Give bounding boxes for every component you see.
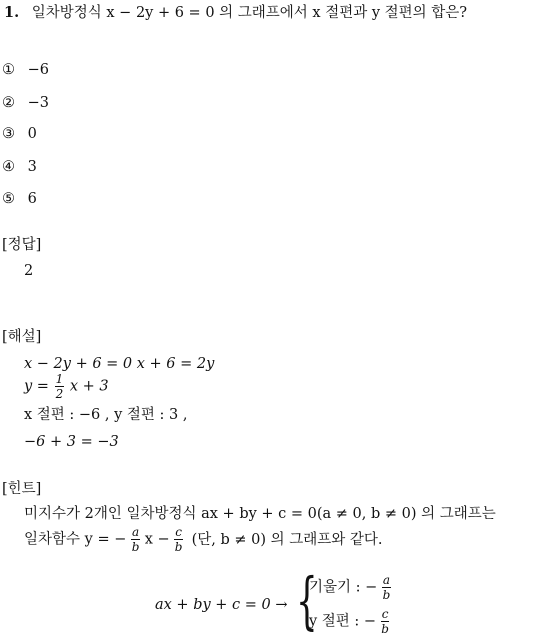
fraction-one-half [55, 373, 65, 400]
fraction-numerator: 1 [55, 372, 64, 386]
choice-5[interactable] [2, 192, 37, 207]
formula-lhs: ax + by + c = 0 → [155, 597, 288, 613]
hint-line-2-mid: x − [144, 531, 170, 548]
explanation-line-4: −6 + 3 = −3 [24, 434, 119, 450]
choice-1[interactable] [2, 63, 49, 78]
answer-label: [정답] [2, 237, 42, 253]
choice-mark: ③ [2, 126, 15, 142]
explanation-line-1: x − 2y + 6 = 0 x + 6 = 2y [24, 356, 215, 372]
choice-mark: ⑤ [2, 191, 15, 207]
hint-label: [힌트] [2, 481, 42, 497]
question-number: 1. [4, 4, 20, 21]
y-intercept-label: y 절편 : − [309, 613, 377, 630]
fraction-numerator: c [381, 607, 389, 621]
explanation-label: [해설] [2, 329, 42, 345]
explanation-line-2 [24, 373, 109, 400]
fraction-denominator: b [382, 588, 391, 602]
fraction-numerator: a [131, 525, 140, 539]
choice-value: 0 [27, 126, 37, 142]
choice-mark: ① [2, 62, 15, 78]
hint-line-2-prefix: 일차함수 y = − [24, 531, 127, 548]
choice-3[interactable] [2, 127, 37, 142]
slope-label: 기울기 : − [309, 579, 378, 596]
formula-y-intercept [309, 608, 389, 635]
choice-2[interactable] [2, 96, 49, 111]
explanation-line-3: x 절편 : −6 , y 절편 : 3 , [24, 407, 188, 423]
hint-line-2 [24, 526, 383, 553]
explanation-line-2-suffix: x + 3 [69, 378, 109, 395]
fraction-denominator: b [381, 622, 389, 636]
fraction-denominator: b [131, 540, 140, 554]
left-brace-icon: { [296, 564, 318, 637]
fraction-a-over-b [131, 526, 140, 553]
choice-value: −3 [27, 95, 49, 111]
hint-line-2-suffix: (단, b ≠ 0) 의 그래프와 같다. [191, 531, 383, 548]
choice-mark: ② [2, 95, 15, 111]
explanation-line-2-prefix: y = [24, 378, 49, 395]
fraction-numerator: c [175, 525, 183, 539]
question-text: 일차방정식 x − 2y + 6 = 0 의 그래프에서 x 절편과 y 절편의 합은? [31, 5, 468, 21]
fraction-c-over-b [174, 526, 183, 553]
fraction-slope [382, 574, 391, 601]
choice-value: 3 [27, 159, 37, 175]
hint-line-1: 미지수가 2개인 일차방정식 ax + by + c = 0(a ≠ 0, b ≠ 0) 의 그래프는 [24, 506, 496, 522]
answer-value: 2 [24, 263, 34, 279]
choice-value: −6 [27, 62, 49, 78]
choice-4[interactable] [2, 160, 37, 175]
formula-slope [309, 574, 391, 601]
fraction-y-intercept [381, 608, 390, 635]
fraction-denominator: 2 [55, 387, 64, 401]
fraction-denominator: b [174, 540, 183, 554]
choice-value: 6 [27, 191, 37, 207]
choice-mark: ④ [2, 159, 15, 175]
fraction-numerator: a [382, 573, 391, 587]
question-line [4, 6, 467, 21]
